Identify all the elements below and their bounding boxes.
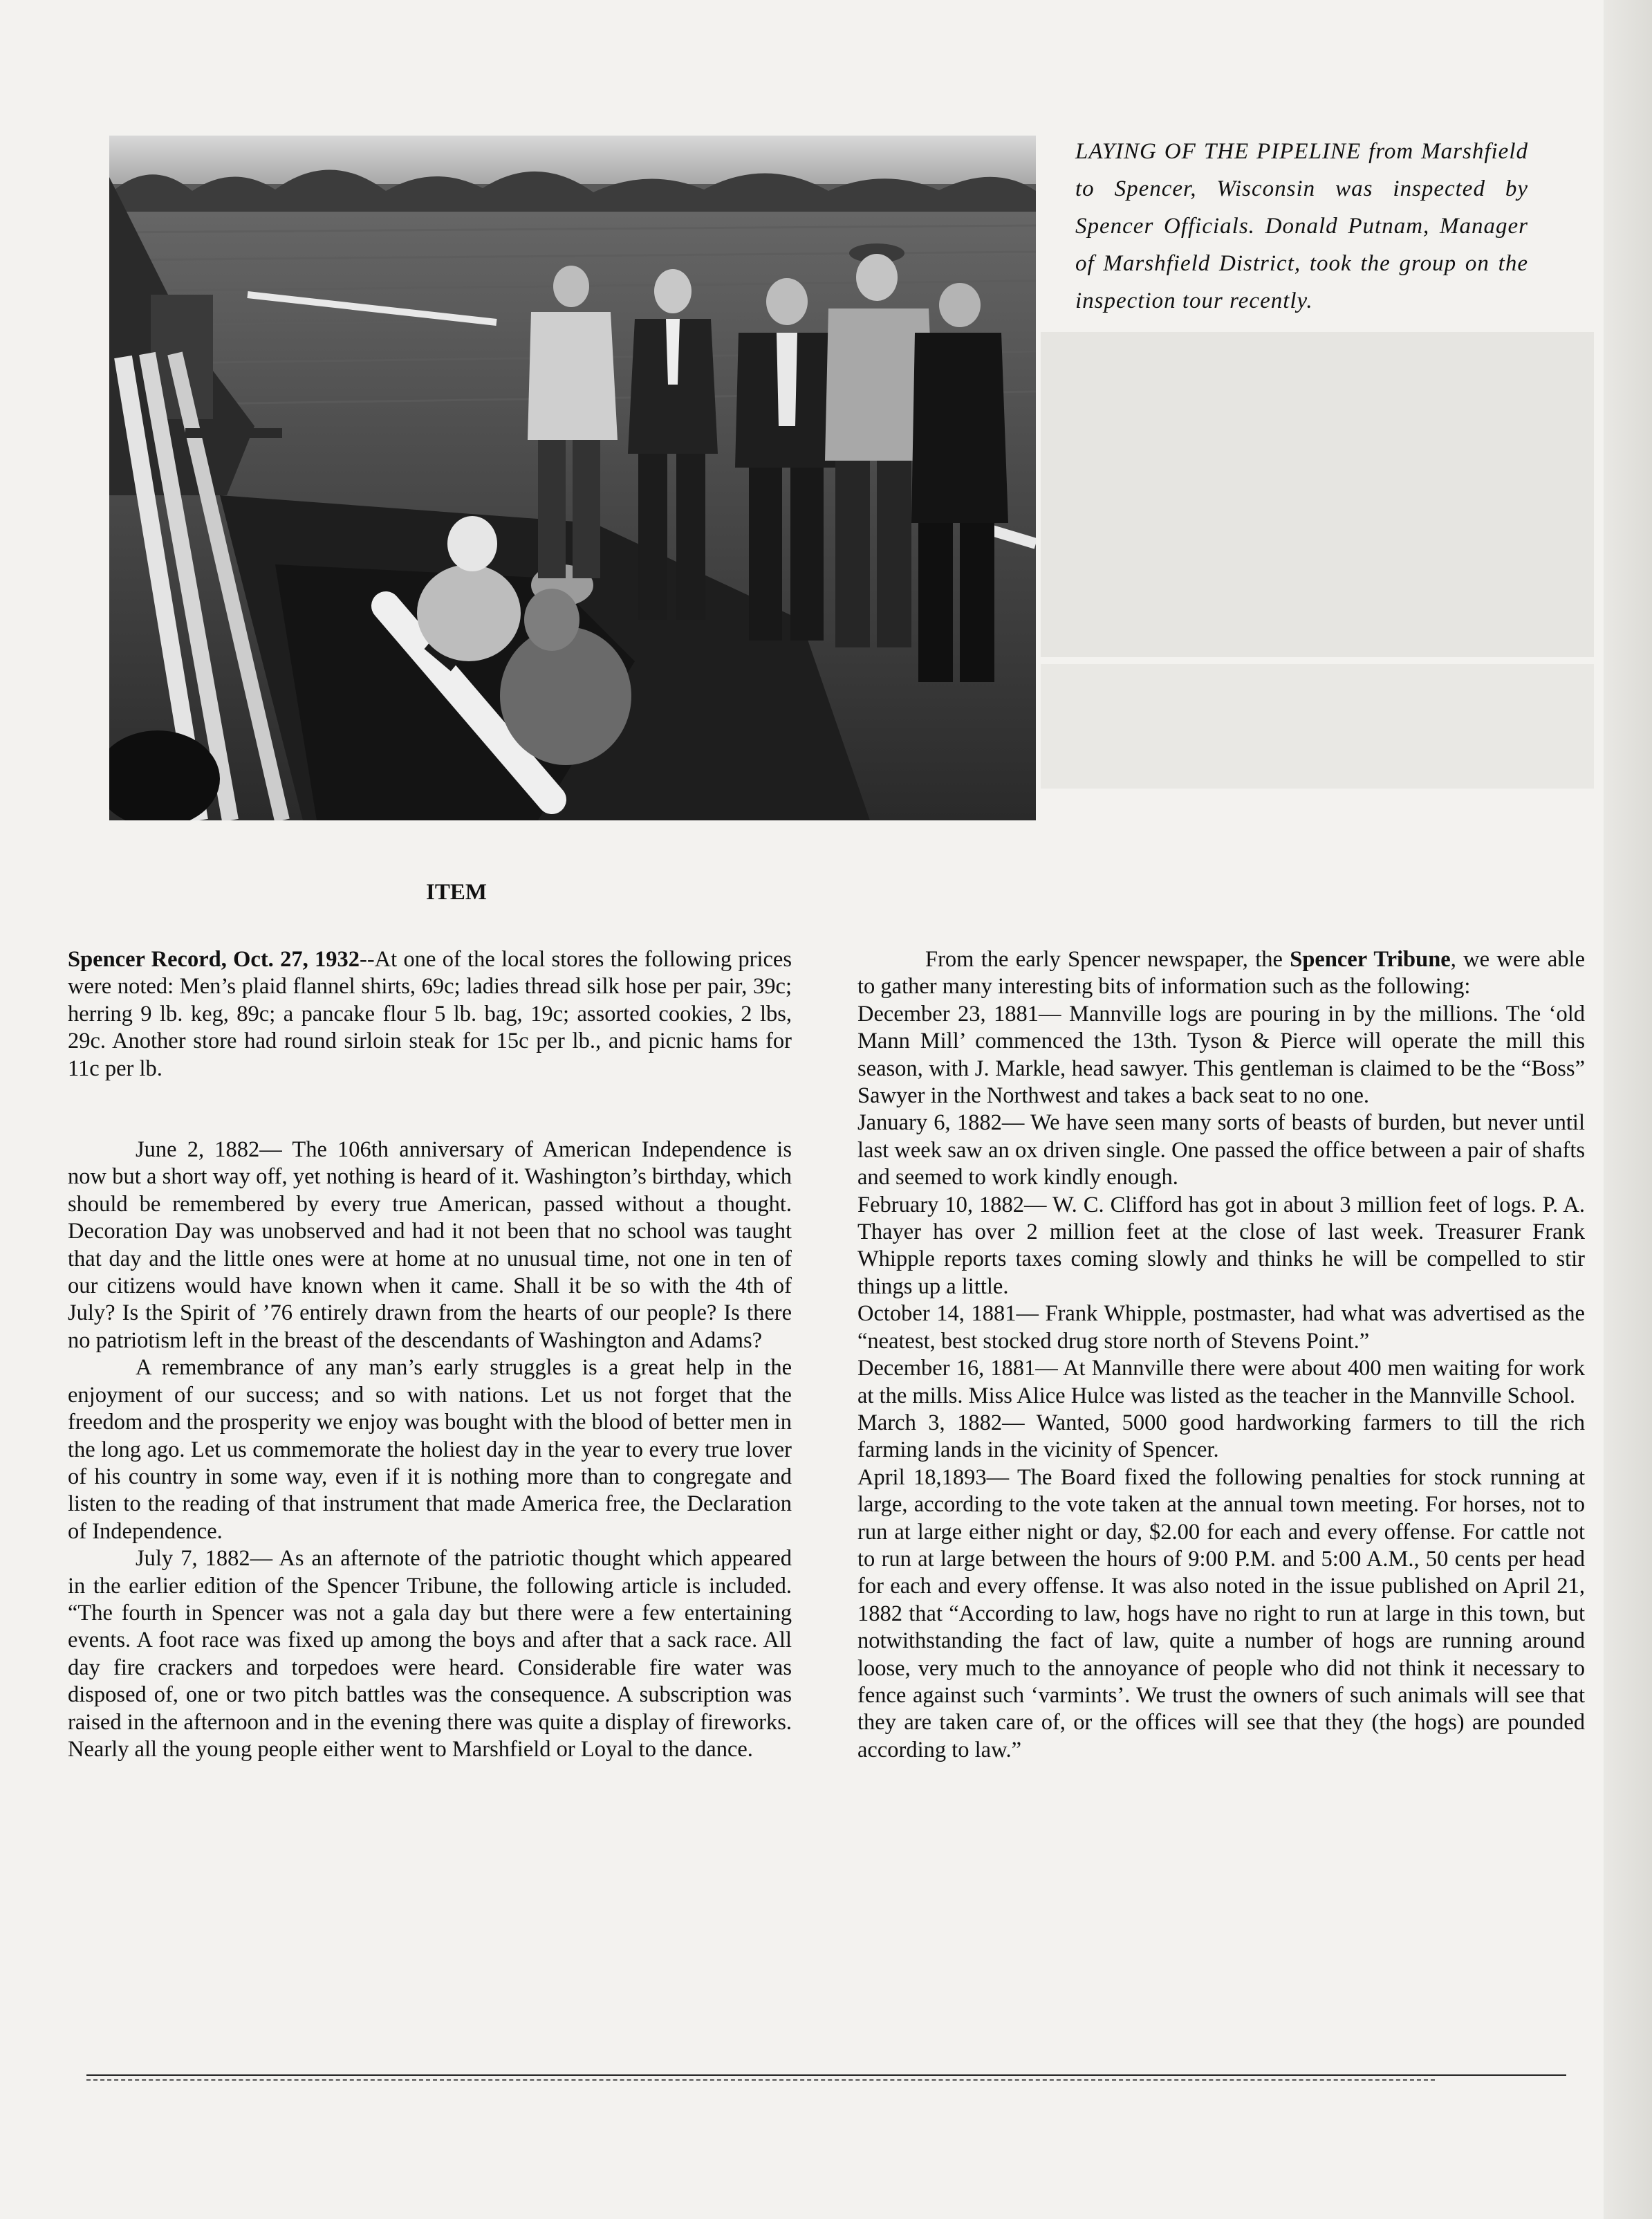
july-paragraph: July 7, 1882— As an afternote of the patriotic thought which appeared in the earlier edition of the Spencer Tribune, the following article is included. “The fourth in Spencer was not a gala day but there were a few entertaining events. A foot race was fixed up among the boys and after that a sack race. All day fire crackers and torpedoes were heard. Considerable fire water was disposed of, one or two pitch battles was the consequence. A subscription was raised in the afternoon and in the evening there was quite a display of fireworks. Nearly all the young people either went to Marshfield or Loyal to the dance. <box>68 1546 792 1762</box>
entry-feb-1882: February 10, 1882— W. C. Clifford has got in about 3 million feet of logs. P. A. Thayer has over 2 million feet at the close of last week. Treasurer Frank Whipple reports taxes coming slowly and thinks he will be compelled to stir things up a little. <box>857 1192 1585 1299</box>
entry-dec-1881: December 23, 1881— Mannville logs are pouring in by the millions. The ‘old Mann Mill’ commenced the 13th. Tyson & Pierce will operate the mill this season, with J. Markle, head sawyer. This gentleman is claimed to be the “Boss” Sawyer in the Northwest and takes a back seat to no one. <box>857 1001 1585 1109</box>
bottom-rule-dashed <box>86 2079 1435 2081</box>
entry-mar-1882: March 3, 1882— Wanted, 5000 good hardworking farmers to till the rich farming lands in the vicinity of Spencer. <box>857 1410 1585 1463</box>
bottom-rule <box>86 2074 1566 2076</box>
tribune-intro <box>857 946 1585 1001</box>
intro-after: , we were able to gather many interesting bits of information such as the following: <box>857 947 1585 1000</box>
june-paragraph: June 2, 1882— The 106th anniversary of American Independence is now but a short way off, yet nothing is heard of it. Washington’s birthday, which should be remembered by every true American, passed without a thought. Decoration Day was unobserved and had it not been that no school was taught that day and the little ones were at home at no unusual time, not one in ten of our citizens would have known when it came. Shall it be so with the 4th of July? Is the Spirit of ’76 entirely drawn from the hearts of our people? Is there no patriotism left in the breast of the descendants of Washington and Adams? <box>68 1137 792 1353</box>
entry-dec16-1881: December 16, 1881— At Mannville there were about 400 men waiting for work at the mills. Miss Alice Hulce was listed as the teacher in the Mannville School. <box>857 1356 1585 1408</box>
record-label: Spencer Record, Oct. 27, 1932 <box>68 947 360 972</box>
record-paragraph <box>68 946 792 1083</box>
entry-oct-1881: October 14, 1881— Frank Whipple, postmaster, had what was advertised as the “neatest, best stocked drug store north of Stevens Point.” <box>857 1301 1585 1354</box>
pipeline-photo <box>109 136 1036 820</box>
paragraph-gap <box>68 1083 792 1110</box>
remembrance-paragraph: A remembrance of any man’s early struggles is a great help in the enjoyment of our success; and so with nations. Let us not forget that the freedom and the prosperity we enjoy was bought with the blood of better men in the long ago. Let us commemorate the holiest day in the year to every true lover of his country in some way, even if it is nothing more than to congregate and listen to the reading of that instrument that made America free, the Declaration of Independence. <box>68 1355 792 1544</box>
item-heading: ITEM <box>425 880 487 905</box>
photo-caption: LAYING OF THE PIPELINE from Marshfield to Spencer, Wisconsin was inspected by Spencer Officials. Donald Putnam, Manager of Marshfield District, took the group on the inspection tour recently. <box>1075 139 1528 313</box>
pipeline-photo-illustration <box>109 136 1036 820</box>
entry-apr-1893: April 18,1893— The Board fixed the following penalties for stock running at large, according to the vote taken at the annual town meeting. For horses, not to run at large either night or day, $2.00 for each and every offense. For cattle not to run at large between the hours of 9:00 P.M. and 5:00 A.M., 50 cents per head for each and every offense. It was also noted in the issue published on April 21, 1882 that “According to law, hogs have no right to run at large in this town, but notwithstanding the fact of law, quite a number of hogs are running around loose, very much to the annoyance of people who did not think it necessary to fence against such ‘varmints’. We trust the owners of such animals will see that they are taken care of, or the offices will see that they (the hogs) are pounded according to law.” <box>857 1464 1585 1762</box>
right-column <box>857 946 1585 1764</box>
page-edge-shadow <box>1604 0 1652 2219</box>
bleed-through-panel <box>1041 332 1594 657</box>
paragraph-gap <box>68 1110 792 1136</box>
left-column <box>68 946 792 1763</box>
intro-before: From the early Spencer newspaper, the <box>925 947 1290 972</box>
bleed-through-panel-lower <box>1041 664 1594 789</box>
record-text: --At one of the local stores the following prices were noted: Men’s plaid flannel shirts, 69c; ladies thread silk hose per pair, 39c; herring 9 lb. keg, 89c; a pancake flour 5 lb. bag, 19c; assorted cookies, 2 lbs, 29c. Another store had round sirloin steak for 15c per lb., and picnic hams for 11c per lb. <box>68 947 792 1081</box>
intro-bold: Spencer Tribune <box>1290 947 1451 972</box>
entry-jan-1882: January 6, 1882— We have seen many sorts of beasts of burden, but never until last week saw an ox driven single. One passed the office between a pair of shafts and seemed to work kindly enough. <box>857 1110 1585 1190</box>
